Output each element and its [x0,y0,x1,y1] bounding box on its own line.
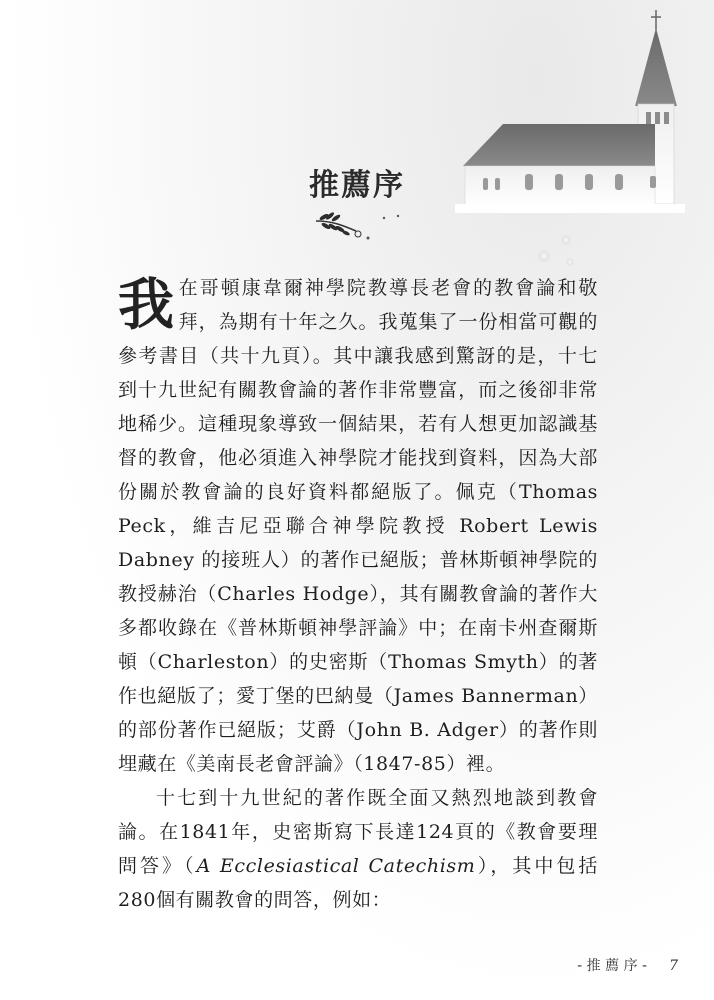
paragraph-2 [118,781,598,917]
body-text [118,271,598,917]
drop-cap: 我 [118,272,175,338]
catechism-title: A Ecclesiastical Catechism [196,855,476,877]
footer-section: - 推 薦 序 - [577,958,648,974]
page-number: 7 [669,958,678,974]
paragraph-2-text-b: ），其中包括280個有關教會的問答，例如： [118,855,598,911]
page-footer [577,955,678,975]
paragraph-2-text-a: 十七到十九世紀的著作既全面又熱烈地談到教會論。在1841年，史密斯寫下長達124頁的《教會要理問答》（ [118,787,598,877]
leaf-ornament-icon [312,207,407,245]
paragraph-1-text: 在哥頓康韋爾神學院教導長老會的教會論和敬拜，為期有十年之久。我蒐集了一份相當可觀的參考書目（共十九頁）。其中讓我感到驚訝的是，十七到十九世紀有關教會論的著作非常豐富，而之後卻非常地稀少。這種現象導致一個結果，若有人想更加認識基督的教會，他必須進入神學院才能找到資料，因為大部份關於教會論的良好資料都絕版了。佩克（Thomas Peck，維吉尼亞聯合神學院教授 Robert Lewis Dabney 的接班人）的著作已絕版；普林斯頓神學院的教授赫治（Charles Hodge），其有關教會論的著作大多都收錄在《普林斯頓神學評論》中；在南卡州查爾斯頓（Charleston）的史密斯（Thomas Smyth）的著作也絕版了；愛丁堡的巴納曼（James Bannerman）的部份著作已絕版；艾爵（John B. Adger）的著作則埋藏在《美南長老會評論》（1847-85）裡。 [118,277,598,775]
page-title: 推薦序 [309,168,405,203]
paragraph-1 [118,271,598,781]
